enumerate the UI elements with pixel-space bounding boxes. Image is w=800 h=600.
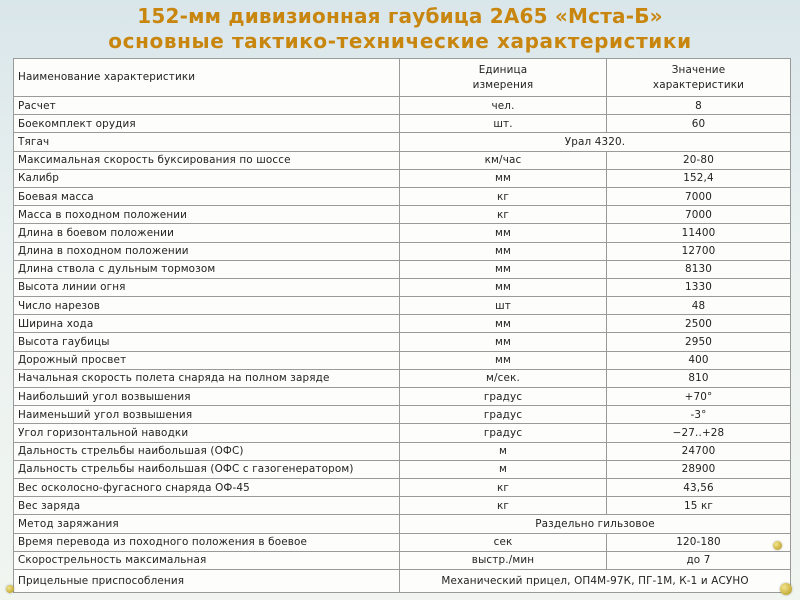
characteristic-value-merged: Урал 4320. bbox=[400, 133, 791, 151]
characteristic-name: Боекомплект орудия bbox=[14, 115, 400, 133]
characteristic-name: Длина в боевом положении bbox=[14, 224, 400, 242]
table-row bbox=[14, 478, 791, 496]
characteristic-name: Время перевода из походного положения в боевое bbox=[14, 533, 400, 551]
characteristic-value: 7000 bbox=[607, 206, 791, 224]
characteristic-value: 7000 bbox=[607, 187, 791, 205]
unit-of-measure: мм bbox=[400, 333, 607, 351]
characteristic-name: Дальность стрельбы наибольшая (ОФС) bbox=[14, 442, 400, 460]
characteristic-value: 15 кг bbox=[607, 497, 791, 515]
characteristic-value: до 7 bbox=[607, 551, 791, 569]
characteristic-value: 1330 bbox=[607, 278, 791, 296]
characteristic-value: 43,56 bbox=[607, 478, 791, 496]
title-line-1: 152-мм дивизионная гаубица 2А65 «Мста-Б» bbox=[137, 4, 663, 28]
characteristic-value: 11400 bbox=[607, 224, 791, 242]
unit-of-measure: чел. bbox=[400, 97, 607, 115]
table-row bbox=[14, 406, 791, 424]
table-row bbox=[14, 315, 791, 333]
table-row bbox=[14, 460, 791, 478]
characteristic-value-merged: Механический прицел, ОП4М-97К, ПГ-1М, К-1 и АСУНО bbox=[400, 569, 791, 592]
table-row bbox=[14, 388, 791, 406]
characteristic-value: 12700 bbox=[607, 242, 791, 260]
decorative-bullet bbox=[6, 585, 14, 593]
header-value bbox=[607, 59, 791, 97]
table-row bbox=[14, 242, 791, 260]
unit-of-measure: мм bbox=[400, 278, 607, 296]
unit-of-measure: градус bbox=[400, 388, 607, 406]
unit-of-measure: мм bbox=[400, 224, 607, 242]
unit-of-measure: градус bbox=[400, 424, 607, 442]
characteristic-name: Тягач bbox=[14, 133, 400, 151]
unit-of-measure: м bbox=[400, 442, 607, 460]
characteristic-name: Калибр bbox=[14, 169, 400, 187]
header-value-line-1: Значение bbox=[671, 63, 726, 76]
characteristic-name: Расчет bbox=[14, 97, 400, 115]
table-row bbox=[14, 151, 791, 169]
characteristic-value: 8130 bbox=[607, 260, 791, 278]
characteristic-value: 20-80 bbox=[607, 151, 791, 169]
characteristic-value: 120-180 bbox=[607, 533, 791, 551]
characteristic-name: Длина ствола с дульным тормозом bbox=[14, 260, 400, 278]
unit-of-measure: м bbox=[400, 460, 607, 478]
unit-of-measure: шт. bbox=[400, 115, 607, 133]
characteristic-value: 24700 bbox=[607, 442, 791, 460]
table-row bbox=[14, 97, 791, 115]
table-row bbox=[14, 169, 791, 187]
table-row bbox=[14, 442, 791, 460]
characteristic-name: Дальность стрельбы наибольшая (ОФС с газогенератором) bbox=[14, 460, 400, 478]
unit-of-measure: кг bbox=[400, 478, 607, 496]
characteristic-name: Дорожный просвет bbox=[14, 351, 400, 369]
characteristic-name: Прицельные приспособления bbox=[14, 569, 400, 592]
characteristic-value: 28900 bbox=[607, 460, 791, 478]
characteristic-name: Ширина хода bbox=[14, 315, 400, 333]
table-row bbox=[14, 206, 791, 224]
characteristic-value: 2950 bbox=[607, 333, 791, 351]
table-row bbox=[14, 297, 791, 315]
characteristic-name: Метод заряжания bbox=[14, 515, 400, 533]
characteristic-name: Наименьший угол возвышения bbox=[14, 406, 400, 424]
decorative-bullet bbox=[780, 583, 792, 595]
characteristic-value-merged: Раздельно гильзовое bbox=[400, 515, 791, 533]
unit-of-measure: км/час bbox=[400, 151, 607, 169]
table-row bbox=[14, 260, 791, 278]
characteristic-name: Максимальная скорость буксирования по шоссе bbox=[14, 151, 400, 169]
specifications-table bbox=[13, 58, 791, 593]
unit-of-measure: кг bbox=[400, 187, 607, 205]
characteristic-name: Угол горизонтальной наводки bbox=[14, 424, 400, 442]
characteristic-value: 810 bbox=[607, 369, 791, 387]
table-row bbox=[14, 515, 791, 533]
characteristic-name: Длина в походном положении bbox=[14, 242, 400, 260]
table-row bbox=[14, 569, 791, 592]
characteristic-name: Скорострельность максимальная bbox=[14, 551, 400, 569]
characteristic-name: Наибольший угол возвышения bbox=[14, 388, 400, 406]
table-row bbox=[14, 351, 791, 369]
characteristic-value: 400 bbox=[607, 351, 791, 369]
table-row bbox=[14, 187, 791, 205]
characteristic-value: -3° bbox=[607, 406, 791, 424]
table-row bbox=[14, 133, 791, 151]
characteristic-name: Высота гаубицы bbox=[14, 333, 400, 351]
characteristic-value: 2500 bbox=[607, 315, 791, 333]
characteristic-name: Высота линии огня bbox=[14, 278, 400, 296]
header-unit-line-2: измерения bbox=[472, 78, 534, 91]
table-row bbox=[14, 333, 791, 351]
characteristic-name: Начальная скорость полета снаряда на полном заряде bbox=[14, 369, 400, 387]
table-row bbox=[14, 551, 791, 569]
table-row bbox=[14, 224, 791, 242]
header-value-line-2: характеристики bbox=[652, 78, 745, 91]
characteristic-value: +70° bbox=[607, 388, 791, 406]
unit-of-measure: шт bbox=[400, 297, 607, 315]
table-header-row bbox=[14, 59, 791, 97]
unit-of-measure: градус bbox=[400, 406, 607, 424]
characteristic-name: Боевая масса bbox=[14, 187, 400, 205]
characteristic-name: Масса в походном положении bbox=[14, 206, 400, 224]
table-row bbox=[14, 278, 791, 296]
unit-of-measure: мм bbox=[400, 315, 607, 333]
characteristic-value: 60 bbox=[607, 115, 791, 133]
unit-of-measure: мм bbox=[400, 169, 607, 187]
unit-of-measure: кг bbox=[400, 206, 607, 224]
characteristic-value: 8 bbox=[607, 97, 791, 115]
table-row bbox=[14, 369, 791, 387]
table-row bbox=[14, 533, 791, 551]
unit-of-measure: м/сек. bbox=[400, 369, 607, 387]
characteristic-value: −27..+28 bbox=[607, 424, 791, 442]
header-unit-line-1: Единица bbox=[478, 63, 528, 76]
characteristic-name: Число нарезов bbox=[14, 297, 400, 315]
title-line-2: основные тактико-технические характеристики bbox=[108, 29, 692, 53]
characteristic-value: 48 bbox=[607, 297, 791, 315]
table-row bbox=[14, 115, 791, 133]
unit-of-measure: выстр./мин bbox=[400, 551, 607, 569]
page-title bbox=[0, 4, 800, 54]
characteristic-name: Вес осколосно-фугасного снаряда ОФ-45 bbox=[14, 478, 400, 496]
unit-of-measure: мм bbox=[400, 260, 607, 278]
table-row bbox=[14, 497, 791, 515]
unit-of-measure: мм bbox=[400, 351, 607, 369]
unit-of-measure: кг bbox=[400, 497, 607, 515]
unit-of-measure: сек bbox=[400, 533, 607, 551]
characteristic-value: 152,4 bbox=[607, 169, 791, 187]
table-row bbox=[14, 424, 791, 442]
header-unit bbox=[400, 59, 607, 97]
header-name: Наименование характеристики bbox=[14, 59, 400, 97]
unit-of-measure: мм bbox=[400, 242, 607, 260]
characteristic-name: Вес заряда bbox=[14, 497, 400, 515]
decorative-bullet bbox=[773, 541, 782, 550]
